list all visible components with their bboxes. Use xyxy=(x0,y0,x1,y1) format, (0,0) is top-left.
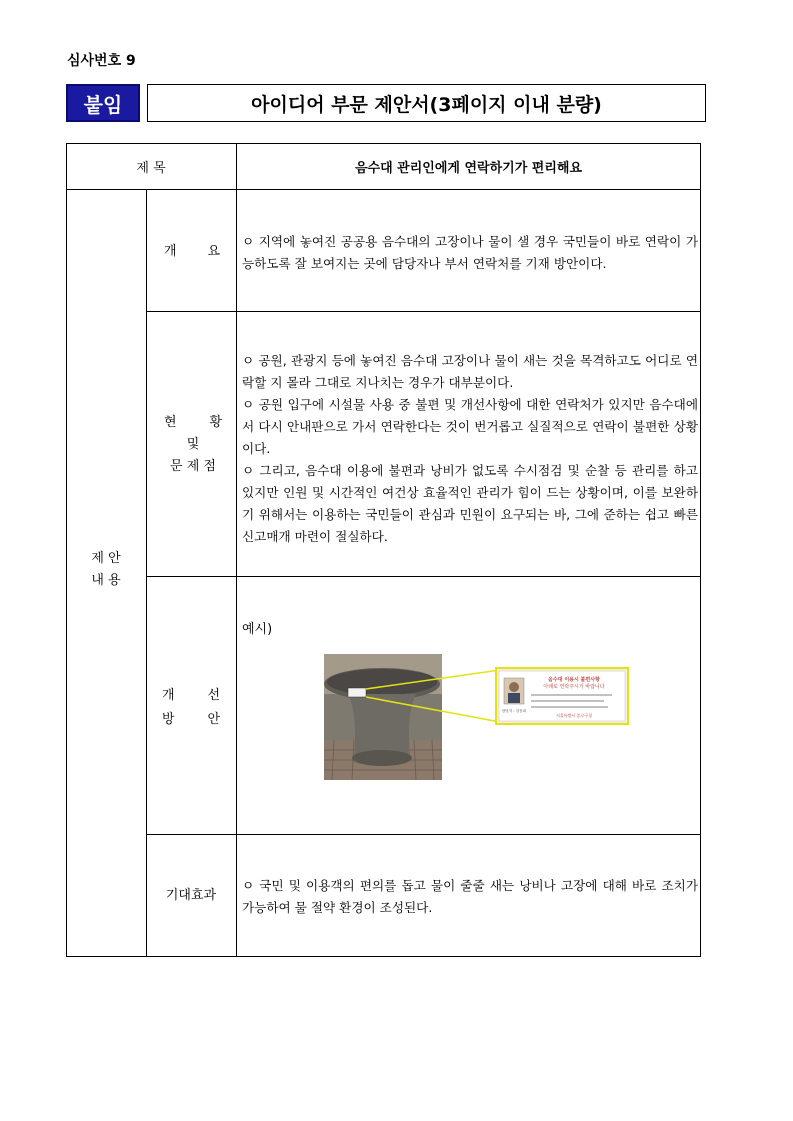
status-paragraph: ㅇ 그리고, 음수대 이용에 불편과 낭비가 없도록 수시점검 및 순찰 등 관리를 하고 있지만 인원 및 시간적인 여건상 효율적인 관리가 힘이 드는 상황이며, 이를 보완하기 위해서는 이용하는 국민들이 관심과 민원이 요구되는 바, 그에 준하는 쉽고 빠른 신고매개 마련이 절실하다. xyxy=(242,463,698,544)
sign-footer: 서울특별시 종로구청 xyxy=(555,713,593,718)
overview-text: ㅇ 지역에 놓여진 공공용 음수대의 고장이나 물이 샐 경우 국민들이 바로 연락이 가능하도록 잘 보여지는 곳에 담당자나 부서 연락처를 기재 방안이다. xyxy=(242,234,698,271)
status-label xyxy=(160,412,226,478)
sign-line-1: 음수대 이용시 불편사항 xyxy=(548,677,600,683)
example-label: 예시) xyxy=(242,622,273,637)
overview-label xyxy=(164,240,220,259)
overview-label-char: 요 xyxy=(207,244,220,259)
example-photo xyxy=(324,654,634,782)
table-divider xyxy=(146,311,701,312)
proposal-title: 음수대 관리인에게 연락하기가 편리해요 xyxy=(354,160,583,176)
improvement-label-char: 개 xyxy=(162,688,175,703)
section-label-line: 제 안 xyxy=(91,551,121,566)
improvement-label xyxy=(162,684,220,732)
status-label-line: 문 제 점 xyxy=(170,459,216,474)
fountain-photo xyxy=(324,654,442,780)
status-paragraph: ㅇ 공원, 관광지 등에 놓여진 음수대 고장이나 물이 새는 것을 목격하고도 어디로 연락할 지 몰라 그대로 지나치는 경우가 대부분이다. xyxy=(242,353,698,390)
attachment-tag: 붙임 xyxy=(66,84,140,122)
status-text xyxy=(242,350,698,548)
document-title: 아이디어 부문 제안서(3페이지 이내 분량) xyxy=(147,84,706,122)
document-banner xyxy=(66,84,706,122)
section-label xyxy=(66,548,146,592)
effect-label: 기대효과 xyxy=(165,888,217,903)
table-divider xyxy=(146,189,147,957)
table-divider xyxy=(146,576,701,577)
table-divider xyxy=(146,834,701,835)
status-label-line: 및 xyxy=(186,437,200,452)
improvement-label-char: 선 xyxy=(207,688,220,703)
status-label-char: 현 xyxy=(164,415,177,430)
status-paragraph: ㅇ 공원 입구에 시설물 사용 중 불편 및 개선사항에 대한 연락처가 있지만 음수대에서 다시 안내판으로 가서 연락한다는 것이 번거롭고 실질적으로 연락이 불편한 상황이다. xyxy=(242,397,698,456)
overview-label-char: 개 xyxy=(164,244,177,259)
title-label: 제 목 xyxy=(136,160,166,176)
sign-line-2: 아래로 연락주시기 바랍니다 xyxy=(543,684,605,690)
table-divider xyxy=(236,143,237,957)
status-label-char: 황 xyxy=(209,415,222,430)
section-label-line: 내 용 xyxy=(91,573,121,588)
improvement-label-char: 안 xyxy=(207,712,220,727)
effect-text: ㅇ 국민 및 이용객의 편의를 돕고 물이 줄줄 새는 낭비나 고장에 대해 바로 조치가 가능하여 물 절약 환경이 조성된다. xyxy=(242,878,698,915)
exam-number: 심사번호 9 xyxy=(67,53,136,69)
table-divider xyxy=(66,189,701,190)
contact-sign-photo xyxy=(496,668,628,724)
improvement-label-char: 방 xyxy=(162,712,175,727)
sign-contact-name: 담당자 : 강동희 xyxy=(501,709,527,713)
